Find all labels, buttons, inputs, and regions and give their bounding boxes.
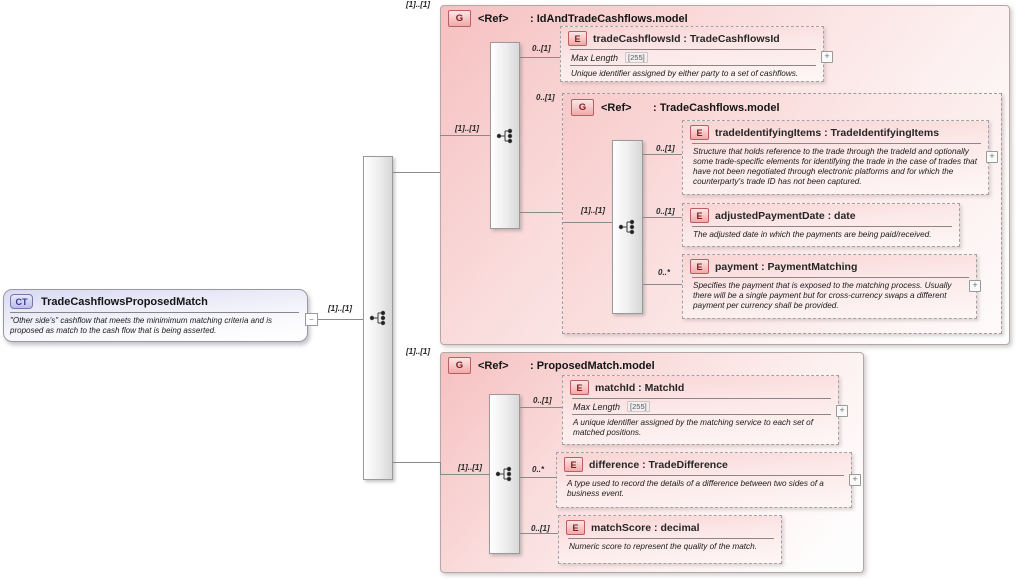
group-ref-label: <Ref> xyxy=(478,12,509,25)
element-description: Numeric score to represent the quality of the match. xyxy=(569,542,757,551)
connector-line xyxy=(518,533,558,534)
cardinality-label: 0..[1] xyxy=(532,44,551,53)
cardinality-label: 0..[1] xyxy=(531,524,550,533)
expand-button[interactable] xyxy=(849,474,861,486)
divider xyxy=(10,312,299,313)
complextype-badge: CT xyxy=(10,294,33,309)
element-title: tradeCashflowsId : TradeCashflowsId xyxy=(593,32,780,45)
expand-button[interactable] xyxy=(836,405,848,417)
connector-line xyxy=(518,477,556,478)
group-model-label: : ProposedMatch.model xyxy=(530,359,655,372)
cardinality-label: 0..* xyxy=(658,268,671,277)
cardinality-label: 0..[1] xyxy=(656,144,675,153)
connector-line xyxy=(518,212,562,213)
plus-icon: + xyxy=(989,151,995,161)
element-description: The adjusted date in which the payments are being paid/received. xyxy=(693,230,932,239)
minus-icon: − xyxy=(309,314,314,324)
element-title: matchId : MatchId xyxy=(595,381,685,394)
cardinality-label: [1]..[1] xyxy=(581,206,605,215)
cardinality-label: 0..* xyxy=(532,465,545,474)
connector-line xyxy=(518,57,560,58)
facet-value: [255] xyxy=(625,52,648,63)
element-badge: E xyxy=(690,125,709,140)
element-difference[interactable] xyxy=(556,452,852,508)
element-tradeidentifyingitems[interactable] xyxy=(682,120,989,195)
connector-line xyxy=(440,474,489,475)
group-ref-label: <Ref> xyxy=(478,359,509,372)
facet-label: Max Length xyxy=(571,52,619,63)
plus-icon: + xyxy=(852,474,858,484)
element-payment[interactable] xyxy=(682,254,977,319)
plus-icon: + xyxy=(972,280,978,290)
cardinality-label: 0..[1] xyxy=(656,207,675,216)
element-adjustedpaymentdate[interactable] xyxy=(682,203,960,247)
cardinality-label: [1]..[1] xyxy=(406,347,430,356)
plus-icon: + xyxy=(824,51,830,61)
element-badge: E xyxy=(690,259,709,274)
element-badge: E xyxy=(690,208,709,223)
group-badge: G xyxy=(448,10,471,27)
element-matchscore[interactable] xyxy=(558,515,782,564)
expand-button[interactable] xyxy=(821,51,833,63)
sequence-icon xyxy=(369,310,388,326)
group-badge: G xyxy=(448,357,471,374)
group-model-label: : TradeCashflows.model xyxy=(653,101,780,114)
facet-value: [255] xyxy=(627,401,650,412)
element-title: payment : PaymentMatching xyxy=(715,260,858,273)
group-header[interactable] xyxy=(448,357,655,374)
cardinality-label: [1]..[1] xyxy=(328,304,352,313)
group-model-label: : IdAndTradeCashflows.model xyxy=(530,12,688,25)
element-description: Specifies the payment that is exposed to the matching process. Usually there will be a single payment but for cross-currency swaps a different payment per currency shall be provided. xyxy=(693,281,952,310)
element-title: adjustedPaymentDate : date xyxy=(715,209,856,222)
facet-label: Max Length xyxy=(573,401,621,412)
sequence-compositor-group1[interactable] xyxy=(490,42,520,229)
cardinality-label: 0..[1] xyxy=(536,93,555,102)
complextype-box[interactable] xyxy=(3,289,308,342)
sequence-icon xyxy=(495,466,514,482)
sequence-icon xyxy=(618,219,637,235)
cardinality-label: [1]..[1] xyxy=(458,463,482,472)
sequence-compositor-group3[interactable] xyxy=(489,394,520,554)
sequence-compositor-main[interactable] xyxy=(363,156,393,480)
connector-line xyxy=(641,154,682,155)
group-header[interactable] xyxy=(571,99,780,116)
complextype-description: "Other side's" cashflow that meets the minimimum matching criteria and is proposed as match to the cash flow that is being asserted. xyxy=(10,316,272,335)
connector-line xyxy=(440,135,490,136)
element-badge: E xyxy=(566,520,585,535)
connector-line xyxy=(641,217,682,218)
connector-line xyxy=(518,407,562,408)
element-tradecashflowsid[interactable] xyxy=(560,26,824,82)
connector-line xyxy=(392,172,440,173)
element-description: Unique identifier assigned by either party to a set of cashflows. xyxy=(571,69,799,78)
element-description: Structure that holds reference to the trade through the tradeId and optionally some trade-specific elements for identifying the trade in the case of trades that have not been negotiated through electronic platforms and for which the counterparty's trade ID has not been captured. xyxy=(693,147,977,186)
group-header[interactable] xyxy=(448,10,688,27)
element-badge: E xyxy=(570,380,589,395)
connector-line xyxy=(392,462,441,463)
element-matchid[interactable] xyxy=(562,375,839,445)
expand-button[interactable] xyxy=(969,280,981,292)
expand-button[interactable] xyxy=(986,151,998,163)
connector-line xyxy=(317,319,363,320)
cardinality-label: [1]..[1] xyxy=(406,0,430,9)
element-title: matchScore : decimal xyxy=(591,521,700,534)
cardinality-label: [1]..[1] xyxy=(455,124,479,133)
element-title: difference : TradeDifference xyxy=(589,458,728,471)
collapse-handle[interactable] xyxy=(305,313,318,326)
group-badge: G xyxy=(571,99,594,116)
cardinality-label: 0..[1] xyxy=(533,396,552,405)
element-title: tradeIdentifyingItems : TradeIdentifyingItems xyxy=(715,126,940,139)
element-badge: E xyxy=(568,31,587,46)
connector-line xyxy=(641,284,682,285)
complextype-title: TradeCashflowsProposedMatch xyxy=(41,295,208,308)
sequence-icon xyxy=(496,128,515,144)
element-description: A type used to record the details of a difference between two sides of a business event. xyxy=(567,479,824,498)
connector-line xyxy=(562,222,612,223)
sequence-compositor-group2[interactable] xyxy=(612,140,643,314)
element-description: A unique identifier assigned by the matching service to each set of matched positions. xyxy=(573,418,814,437)
group-ref-label: <Ref> xyxy=(601,101,632,114)
plus-icon: + xyxy=(839,405,845,415)
element-badge: E xyxy=(564,457,583,472)
